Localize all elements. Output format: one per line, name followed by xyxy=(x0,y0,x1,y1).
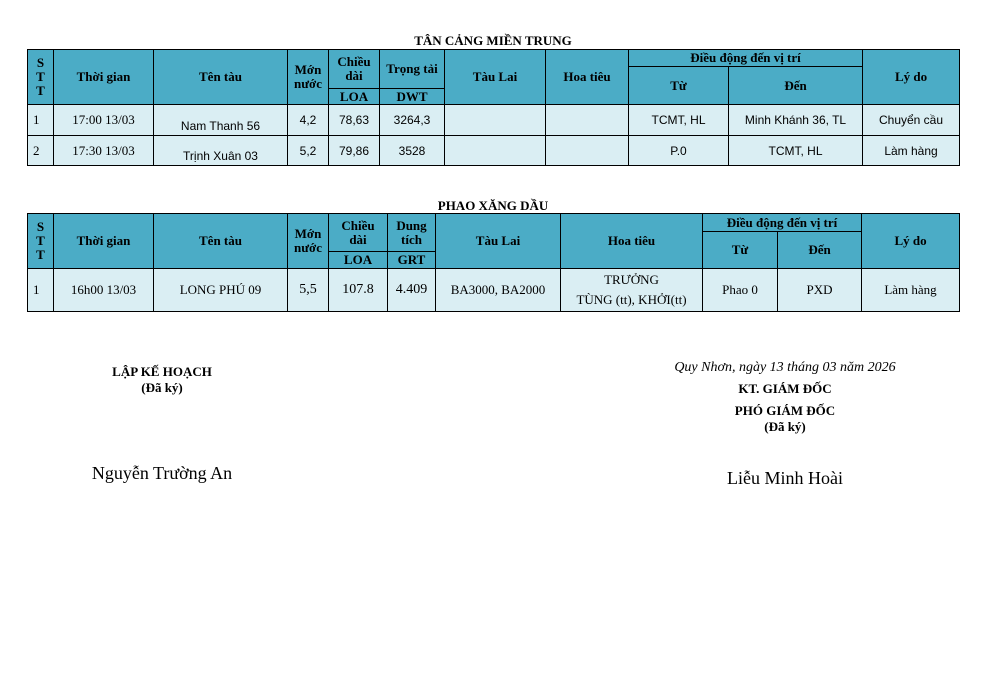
col-tonnage-unit: GRT xyxy=(388,252,436,269)
cell-tug: BA3000, BA2000 xyxy=(436,269,561,312)
col-pilot-header: Hoa tiêu xyxy=(546,50,629,105)
col-tug-header: Tàu Lai xyxy=(436,214,561,269)
signer-role-1: KT. GIÁM ĐỐC xyxy=(738,381,832,396)
table-row xyxy=(28,269,960,312)
signed-status: (Đã ký) xyxy=(141,380,183,395)
signer-role: LẬP KẾ HOẠCH xyxy=(112,364,212,379)
col-to-header: Đến xyxy=(778,232,862,269)
schedule-table-tan-cang xyxy=(27,49,960,166)
col-length-unit: LOA xyxy=(329,89,380,105)
cell-ship: Trịnh Xuân 03 xyxy=(154,136,288,166)
cell-time: 17:00 13/03 xyxy=(54,105,154,136)
cell-pilot: TRƯỞNG TÙNG (tt), KHỞI(tt) xyxy=(561,269,703,312)
place-date: Quy Nhơn, ngày 13 tháng 03 năm 2026 xyxy=(674,360,896,375)
cell-reason: Làm hàng xyxy=(862,269,960,312)
signature-block-right xyxy=(640,360,930,435)
section-title-phao-xang-dau: PHAO XĂNG DẦU xyxy=(437,198,549,213)
col-reason-header: Lý do xyxy=(862,214,960,269)
cell-to: Minh Khánh 36, TL xyxy=(729,105,863,136)
cell-pilot xyxy=(546,105,629,136)
cell-tug xyxy=(445,105,546,136)
signed-status: (Đã ký) xyxy=(764,419,806,434)
cell-from: Phao 0 xyxy=(703,269,778,312)
col-from-header: Từ xyxy=(703,232,778,269)
header-row xyxy=(28,50,960,67)
signer-name-left: Nguyễn Trường An xyxy=(91,463,233,483)
cell-to: TCMT, HL xyxy=(729,136,863,166)
cell-ship: Nam Thanh 56 xyxy=(154,105,288,136)
col-pilot-header: Hoa tiêu xyxy=(561,214,703,269)
col-tonnage-unit: DWT xyxy=(380,89,445,105)
cell-from: P.0 xyxy=(629,136,729,166)
col-length-header: Chiều dài xyxy=(329,50,380,89)
col-stt-header: S T T xyxy=(28,214,54,269)
section-title-tan-cang: TÂN CẢNG MIỀN TRUNG xyxy=(414,33,572,48)
col-ship-header: Tên tàu xyxy=(154,50,288,105)
cell-to: PXD xyxy=(778,269,862,312)
cell-reason: Làm hàng xyxy=(863,136,960,166)
col-move-header: Điều động đến vị trí xyxy=(629,50,863,67)
col-ship-header: Tên tàu xyxy=(154,214,288,269)
cell-length: 78,63 xyxy=(329,105,380,136)
col-from-header: Từ xyxy=(629,67,729,105)
signer-role-2: PHÓ GIÁM ĐỐC xyxy=(734,403,836,418)
cell-reason: Chuyển cầu xyxy=(863,105,960,136)
col-to-header: Đến xyxy=(729,67,863,105)
col-length-header: Chiều dài xyxy=(329,214,388,252)
cell-pilot xyxy=(546,136,629,166)
col-draft-header: Mớn nước xyxy=(288,214,329,269)
signer-name-right: Liễu Minh Hoài xyxy=(727,468,843,488)
col-stt-header: S T T xyxy=(28,50,54,105)
col-length-unit: LOA xyxy=(329,252,388,269)
cell-from: TCMT, HL xyxy=(629,105,729,136)
col-tonnage-header: Trọng tải xyxy=(380,50,445,89)
cell-time: 17:30 13/03 xyxy=(54,136,154,166)
cell-stt: 1 xyxy=(28,269,54,312)
col-draft-header: Mớn nước xyxy=(288,50,329,105)
col-tug-header: Tàu Lai xyxy=(445,50,546,105)
cell-time: 16h00 13/03 xyxy=(54,269,154,312)
table-row xyxy=(28,105,960,136)
col-time-header: Thời gian xyxy=(54,50,154,105)
cell-stt: 2 xyxy=(28,136,54,166)
col-move-header: Điều động đến vị trí xyxy=(703,214,862,232)
col-reason-header: Lý do xyxy=(863,50,960,105)
signature-block-left xyxy=(82,364,242,396)
cell-draft: 5,2 xyxy=(288,136,329,166)
col-time-header: Thời gian xyxy=(54,214,154,269)
header-row xyxy=(28,214,960,232)
cell-tonnage: 3264,3 xyxy=(380,105,445,136)
table-row xyxy=(28,136,960,166)
col-tonnage-header: Dung tích xyxy=(388,214,436,252)
cell-ship: LONG PHÚ 09 xyxy=(154,269,288,312)
cell-stt: 1 xyxy=(28,105,54,136)
cell-tonnage: 4.409 xyxy=(388,269,436,312)
schedule-table-phao-xang-dau xyxy=(27,213,960,312)
cell-length: 107.8 xyxy=(329,269,388,312)
cell-tug xyxy=(445,136,546,166)
cell-tonnage: 3528 xyxy=(380,136,445,166)
cell-draft: 4,2 xyxy=(288,105,329,136)
cell-length: 79,86 xyxy=(329,136,380,166)
cell-draft: 5,5 xyxy=(288,269,329,312)
